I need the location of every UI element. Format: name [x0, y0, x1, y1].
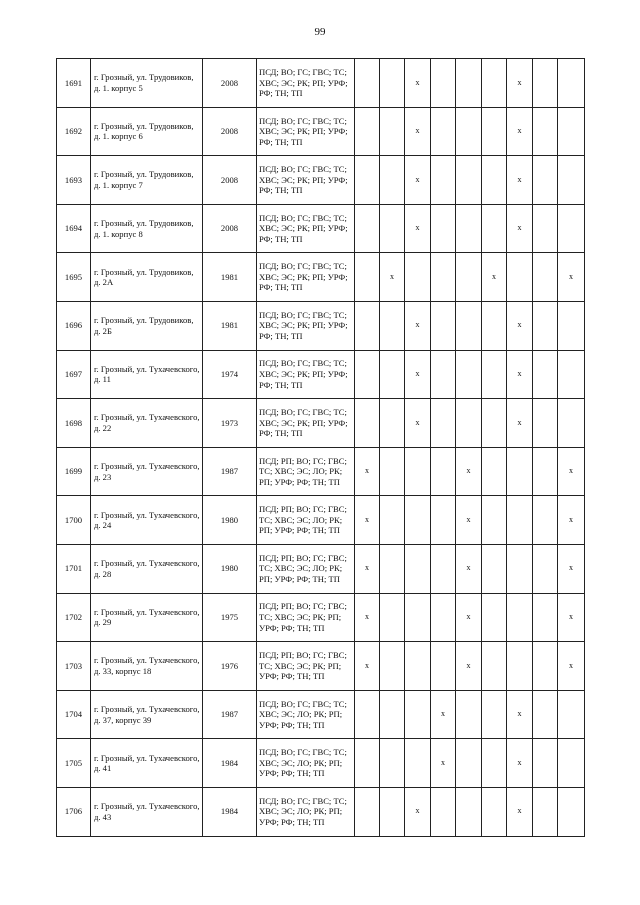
- mark-cell: [431, 59, 456, 108]
- mark-cell: [533, 593, 558, 642]
- mark-cell: x: [355, 593, 380, 642]
- row-number-cell: 1695: [57, 253, 91, 302]
- year-cell: 2008: [203, 59, 257, 108]
- table-row: [57, 204, 585, 253]
- year-cell: 2008: [203, 156, 257, 205]
- mark-cell: [482, 496, 507, 545]
- mark-cell: [482, 447, 507, 496]
- mark-cell: [507, 447, 533, 496]
- mark-cell: x: [456, 496, 482, 545]
- mark-cell: [456, 399, 482, 448]
- mark-cell: [482, 204, 507, 253]
- mark-cell: [507, 253, 533, 302]
- year-cell: 1981: [203, 301, 257, 350]
- mark-cell: [533, 496, 558, 545]
- mark-cell: [355, 350, 380, 399]
- year-cell: 1976: [203, 642, 257, 691]
- mark-cell: [558, 739, 585, 788]
- mark-cell: [533, 59, 558, 108]
- mark-cell: x: [558, 496, 585, 545]
- mark-cell: x: [507, 787, 533, 836]
- mark-cell: [456, 253, 482, 302]
- mark-cell: [482, 156, 507, 205]
- mark-cell: x: [507, 107, 533, 156]
- mark-cell: [405, 593, 431, 642]
- table-row: [57, 399, 585, 448]
- mark-cell: x: [558, 253, 585, 302]
- mark-cell: [533, 399, 558, 448]
- mark-cell: x: [456, 593, 482, 642]
- works-list-cell: ПСД; РП; ВО; ГС; ГВС; ТС; ХВС; ЭС; РК; РП; УРФ; РФ; ТН; ТП: [257, 593, 355, 642]
- mark-cell: x: [507, 156, 533, 205]
- row-number-cell: 1692: [57, 107, 91, 156]
- works-list-cell: ПСД; ВО; ГС; ГВС; ТС; ХВС; ЭС; РК; РП; УРФ; РФ; ТН; ТП: [257, 204, 355, 253]
- mark-cell: [533, 787, 558, 836]
- mark-cell: [380, 301, 405, 350]
- row-number-cell: 1704: [57, 690, 91, 739]
- row-number-cell: 1705: [57, 739, 91, 788]
- mark-cell: [405, 739, 431, 788]
- mark-cell: [558, 787, 585, 836]
- mark-cell: [355, 739, 380, 788]
- mark-cell: x: [355, 496, 380, 545]
- mark-cell: [380, 59, 405, 108]
- mark-cell: x: [507, 690, 533, 739]
- mark-cell: [431, 107, 456, 156]
- mark-cell: [380, 496, 405, 545]
- row-number-cell: 1697: [57, 350, 91, 399]
- mark-cell: x: [355, 447, 380, 496]
- works-list-cell: ПСД; ВО; ГС; ГВС; ТС; ХВС; ЭС; РК; РП; УРФ; РФ; ТН; ТП: [257, 350, 355, 399]
- works-list-cell: ПСД; ВО; ГС; ГВС; ТС; ХВС; ЭС; ЛО; РК; РП; УРФ; РФ; ТН; ТП: [257, 787, 355, 836]
- mark-cell: [431, 642, 456, 691]
- table-row: [57, 447, 585, 496]
- mark-cell: x: [456, 544, 482, 593]
- mark-cell: [431, 593, 456, 642]
- year-cell: 1973: [203, 399, 257, 448]
- mark-cell: [380, 739, 405, 788]
- mark-cell: [380, 690, 405, 739]
- mark-cell: x: [405, 204, 431, 253]
- mark-cell: x: [507, 204, 533, 253]
- row-number-cell: 1693: [57, 156, 91, 205]
- mark-cell: [482, 544, 507, 593]
- mark-cell: [456, 204, 482, 253]
- mark-cell: [533, 350, 558, 399]
- row-number-cell: 1696: [57, 301, 91, 350]
- mark-cell: [355, 690, 380, 739]
- mark-cell: [507, 496, 533, 545]
- table-row: [57, 690, 585, 739]
- mark-cell: [355, 253, 380, 302]
- mark-cell: [431, 496, 456, 545]
- year-cell: 2008: [203, 204, 257, 253]
- table-row: [57, 593, 585, 642]
- row-number-cell: 1703: [57, 642, 91, 691]
- mark-cell: [380, 593, 405, 642]
- address-cell: г. Грозный, ул. Тухачевского, д. 23: [91, 447, 203, 496]
- mark-cell: x: [405, 350, 431, 399]
- mark-cell: [533, 107, 558, 156]
- mark-cell: [482, 399, 507, 448]
- table-row: [57, 739, 585, 788]
- mark-cell: [405, 544, 431, 593]
- table-row: [57, 156, 585, 205]
- mark-cell: x: [405, 787, 431, 836]
- works-list-cell: ПСД; ВО; ГС; ГВС; ТС; ХВС; ЭС; РК; РП; УРФ; РФ; ТН; ТП: [257, 107, 355, 156]
- table-row: [57, 544, 585, 593]
- address-cell: г. Грозный, ул. Трудовиков, д. 1. корпус 8: [91, 204, 203, 253]
- year-cell: 1984: [203, 787, 257, 836]
- works-list-cell: ПСД; ВО; ГС; ГВС; ТС; ХВС; ЭС; ЛО; РК; РП; УРФ; РФ; ТН; ТП: [257, 739, 355, 788]
- table-row: [57, 253, 585, 302]
- mark-cell: [482, 787, 507, 836]
- year-cell: 1980: [203, 544, 257, 593]
- works-list-cell: ПСД; ВО; ГС; ГВС; ТС; ХВС; ЭС; РК; РП; УРФ; РФ; ТН; ТП: [257, 59, 355, 108]
- mark-cell: [405, 642, 431, 691]
- address-cell: г. Грозный, ул. Трудовиков, д. 1. корпус 6: [91, 107, 203, 156]
- mark-cell: [533, 156, 558, 205]
- works-list-cell: ПСД; ВО; ГС; ГВС; ТС; ХВС; ЭС; РК; РП; УРФ; РФ; ТН; ТП: [257, 156, 355, 205]
- year-cell: 1984: [203, 739, 257, 788]
- year-cell: 1974: [203, 350, 257, 399]
- mark-cell: [380, 787, 405, 836]
- row-number-cell: 1706: [57, 787, 91, 836]
- address-cell: г. Грозный, ул. Тухачевского, д. 24: [91, 496, 203, 545]
- mark-cell: [558, 107, 585, 156]
- mark-cell: [558, 690, 585, 739]
- mark-cell: [456, 156, 482, 205]
- works-list-cell: ПСД; РП; ВО; ГС; ГВС; ТС; ХВС; ЭС; ЛО; РК; РП; УРФ; РФ; ТН; ТП: [257, 496, 355, 545]
- mark-cell: x: [507, 301, 533, 350]
- year-cell: 1987: [203, 690, 257, 739]
- works-list-cell: ПСД; РП; ВО; ГС; ГВС; ТС; ХВС; ЭС; ЛО; РК; РП; УРФ; РФ; ТН; ТП: [257, 544, 355, 593]
- table-row: [57, 301, 585, 350]
- mark-cell: [355, 156, 380, 205]
- mark-cell: x: [456, 447, 482, 496]
- mark-cell: [431, 447, 456, 496]
- mark-cell: [380, 544, 405, 593]
- address-cell: г. Грозный, ул. Тухачевского, д. 29: [91, 593, 203, 642]
- works-list-cell: ПСД; ВО; ГС; ГВС; ТС; ХВС; ЭС; РК; РП; УРФ; РФ; ТН; ТП: [257, 301, 355, 350]
- mark-cell: [533, 642, 558, 691]
- mark-cell: [456, 690, 482, 739]
- mark-cell: [405, 690, 431, 739]
- table-row: [57, 642, 585, 691]
- row-number-cell: 1701: [57, 544, 91, 593]
- mark-cell: x: [507, 59, 533, 108]
- works-list-cell: ПСД; РП; ВО; ГС; ГВС; ТС; ХВС; ЭС; РК; РП; УРФ; РФ; ТН; ТП: [257, 642, 355, 691]
- mark-cell: x: [380, 253, 405, 302]
- address-cell: г. Грозный, ул. Трудовиков, д. 1. корпус 7: [91, 156, 203, 205]
- mark-cell: x: [558, 642, 585, 691]
- page-number: 99: [314, 26, 326, 38]
- mark-cell: x: [431, 690, 456, 739]
- mark-cell: x: [558, 544, 585, 593]
- works-list-cell: ПСД; РП; ВО; ГС; ГВС; ТС; ХВС; ЭС; ЛО; РК; РП; УРФ; РФ; ТН; ТП: [257, 447, 355, 496]
- mark-cell: [482, 107, 507, 156]
- mark-cell: [482, 690, 507, 739]
- mark-cell: x: [456, 642, 482, 691]
- mark-cell: [456, 59, 482, 108]
- row-number-cell: 1702: [57, 593, 91, 642]
- mark-cell: [558, 350, 585, 399]
- mark-cell: x: [507, 350, 533, 399]
- works-list-cell: ПСД; ВО; ГС; ГВС; ТС; ХВС; ЭС; ЛО; РК; РП; УРФ; РФ; ТН; ТП: [257, 690, 355, 739]
- mark-cell: [431, 301, 456, 350]
- mark-cell: [431, 204, 456, 253]
- year-cell: 1981: [203, 253, 257, 302]
- mark-cell: x: [507, 739, 533, 788]
- mark-cell: x: [507, 399, 533, 448]
- address-cell: г. Грозный, ул. Тухачевского, д. 11: [91, 350, 203, 399]
- mark-cell: [380, 642, 405, 691]
- mark-cell: [482, 739, 507, 788]
- mark-cell: [482, 642, 507, 691]
- mark-cell: x: [431, 739, 456, 788]
- table-body: [57, 59, 585, 837]
- mark-cell: [355, 787, 380, 836]
- address-cell: г. Грозный, ул. Тухачевского, д. 41: [91, 739, 203, 788]
- address-cell: г. Грозный, ул. Тухачевского, д. 28: [91, 544, 203, 593]
- year-cell: 2008: [203, 107, 257, 156]
- mark-cell: [380, 350, 405, 399]
- mark-cell: [405, 496, 431, 545]
- mark-cell: [482, 59, 507, 108]
- mark-cell: [558, 59, 585, 108]
- mark-cell: [507, 642, 533, 691]
- mark-cell: [405, 253, 431, 302]
- mark-cell: [558, 156, 585, 205]
- mark-cell: x: [405, 59, 431, 108]
- row-number-cell: 1698: [57, 399, 91, 448]
- mark-cell: [380, 447, 405, 496]
- mark-cell: [456, 787, 482, 836]
- mark-cell: x: [355, 642, 380, 691]
- mark-cell: [355, 301, 380, 350]
- mark-cell: [507, 593, 533, 642]
- mark-cell: [482, 593, 507, 642]
- mark-cell: [355, 399, 380, 448]
- mark-cell: [380, 204, 405, 253]
- mark-cell: [533, 544, 558, 593]
- table-row: [57, 350, 585, 399]
- works-list-cell: ПСД; ВО; ГС; ГВС; ТС; ХВС; ЭС; РК; РП; УРФ; РФ; ТН; ТП: [257, 399, 355, 448]
- mark-cell: x: [405, 301, 431, 350]
- mark-cell: x: [405, 107, 431, 156]
- mark-cell: x: [405, 399, 431, 448]
- housing-register-table: [56, 58, 585, 837]
- row-number-cell: 1699: [57, 447, 91, 496]
- row-number-cell: 1700: [57, 496, 91, 545]
- mark-cell: [380, 107, 405, 156]
- year-cell: 1975: [203, 593, 257, 642]
- address-cell: г. Грозный, ул. Трудовиков, д. 1. корпус 5: [91, 59, 203, 108]
- mark-cell: [431, 787, 456, 836]
- mark-cell: [431, 156, 456, 205]
- works-list-cell: ПСД; ВО; ГС; ГВС; ТС; ХВС; ЭС; РК; РП; УРФ; РФ; ТН; ТП: [257, 253, 355, 302]
- mark-cell: x: [405, 156, 431, 205]
- mark-cell: [456, 107, 482, 156]
- row-number-cell: 1694: [57, 204, 91, 253]
- mark-cell: x: [355, 544, 380, 593]
- mark-cell: [405, 447, 431, 496]
- table-row: [57, 59, 585, 108]
- address-cell: г. Грозный, ул. Тухачевского, д. 33, корпус 18: [91, 642, 203, 691]
- mark-cell: [431, 253, 456, 302]
- address-cell: г. Грозный, ул. Тухачевского, д. 22: [91, 399, 203, 448]
- year-cell: 1980: [203, 496, 257, 545]
- mark-cell: [482, 350, 507, 399]
- mark-cell: [533, 253, 558, 302]
- mark-cell: [431, 399, 456, 448]
- address-cell: г. Грозный, ул. Трудовиков, д. 2Б: [91, 301, 203, 350]
- mark-cell: [533, 447, 558, 496]
- address-cell: г. Грозный, ул. Тухачевского, д. 37, корпус 39: [91, 690, 203, 739]
- table-row: [57, 496, 585, 545]
- address-cell: г. Грозный, ул. Трудовиков, д. 2А: [91, 253, 203, 302]
- mark-cell: [558, 399, 585, 448]
- mark-cell: [456, 350, 482, 399]
- mark-cell: [558, 301, 585, 350]
- mark-cell: [355, 204, 380, 253]
- address-cell: г. Грозный, ул. Тухачевского, д. 43: [91, 787, 203, 836]
- row-number-cell: 1691: [57, 59, 91, 108]
- mark-cell: [380, 399, 405, 448]
- mark-cell: [431, 350, 456, 399]
- mark-cell: [533, 739, 558, 788]
- table-row: [57, 107, 585, 156]
- mark-cell: [380, 156, 405, 205]
- mark-cell: [355, 59, 380, 108]
- mark-cell: x: [558, 593, 585, 642]
- mark-cell: x: [482, 253, 507, 302]
- year-cell: 1987: [203, 447, 257, 496]
- mark-cell: [533, 301, 558, 350]
- mark-cell: [456, 739, 482, 788]
- mark-cell: [507, 544, 533, 593]
- mark-cell: [482, 301, 507, 350]
- mark-cell: [558, 204, 585, 253]
- mark-cell: x: [558, 447, 585, 496]
- mark-cell: [533, 690, 558, 739]
- mark-cell: [456, 301, 482, 350]
- mark-cell: [431, 544, 456, 593]
- table-row: [57, 787, 585, 836]
- mark-cell: [533, 204, 558, 253]
- mark-cell: [355, 107, 380, 156]
